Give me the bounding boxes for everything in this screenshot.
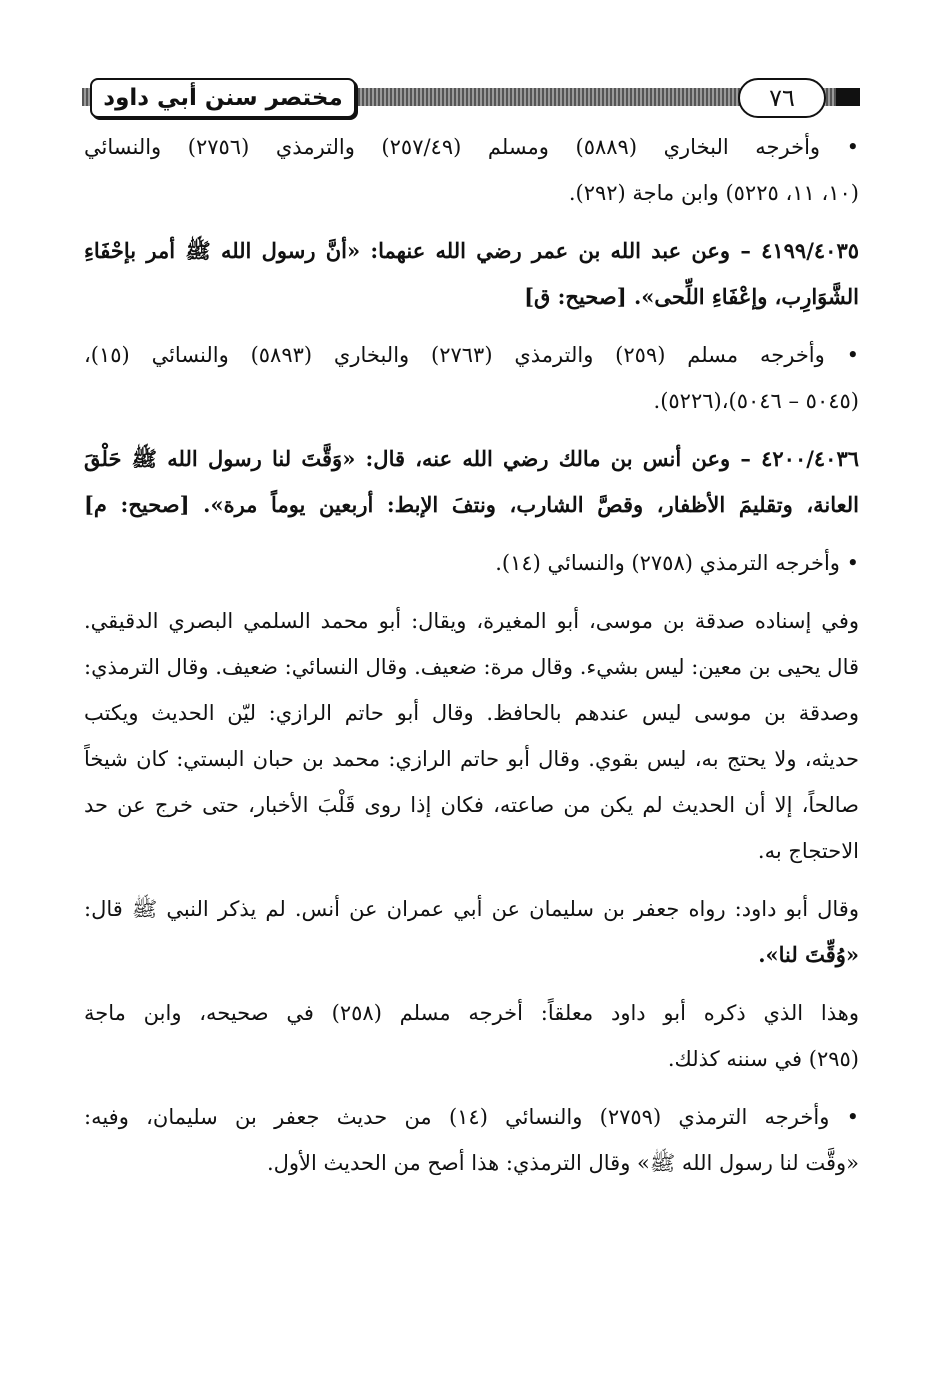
- text-line: وقال أبو داود: رواه جعفر بن سليمان عن أبي عمران عن أنس. لم يذكر النبي ﷺ قال:: [84, 897, 859, 921]
- text-line: قال يحيى بن معين: ليس بشيء. وقال مرة: ضعيف. وقال النسائي: ضعيف. وقال الترمذي:: [84, 655, 859, 679]
- paragraph-abu-dawud-note: [84, 886, 859, 978]
- text-line: ٤٢٠٠/٤٠٣٦ – وعن أنس بن مالك رضي الله عنه، قال: «وَقَّتَ لنا رسول الله ﷺ حَلْقَ: [84, 446, 859, 471]
- paragraph-spacer: [84, 216, 859, 228]
- paragraph-isnad-commentary: [84, 598, 859, 874]
- paragraph-takhrij-tirmidhi: [84, 540, 859, 586]
- page-body: [84, 124, 859, 1186]
- text-line: (٢٩٥) في سننه كذلك.: [667, 1047, 859, 1071]
- page-number: ٧٦: [738, 78, 826, 118]
- paragraph-hadith-4200: [84, 436, 859, 528]
- book-title: مختصر سنن أبي داود: [90, 78, 356, 118]
- paragraph-takhrij-muslim: [84, 332, 859, 424]
- text-line: وهذا الذي ذكره أبو داود معلقاً: أخرجه مسلم (٢٥٨) في صحيحه، وابن ماجة: [84, 1001, 859, 1025]
- paragraph-spacer: [84, 586, 859, 598]
- paragraph-muallaq-note: [84, 990, 859, 1082]
- text-line: • وأخرجه مسلم (٢٥٩) والترمذي (٢٧٦٣) والبخاري (٥٨٩٣) والنسائي (١٥)،: [84, 343, 859, 367]
- text-line: حديثه، ولا يحتج به، ليس بقوي. وقال أبو حاتم الرازي: محمد بن حبان البستي: كان شيخاً: [84, 747, 859, 771]
- paragraph-takhrij-bukhari: [84, 124, 859, 216]
- paragraph-takhrij-jafar: [84, 1094, 859, 1186]
- text-line: وفي إسناده صدقة بن موسى، أبو المغيرة، ويقال: أبو محمد السلمي البصري الدقيقي.: [84, 609, 859, 633]
- paragraph-spacer: [84, 978, 859, 990]
- text-line: «وقَّت لنا رسول الله ﷺ» وقال الترمذي: هذا أصح من الحديث الأول.: [266, 1151, 859, 1175]
- paragraph-spacer: [84, 320, 859, 332]
- paragraph-spacer: [84, 528, 859, 540]
- paragraph-hadith-4199: [84, 228, 859, 320]
- text-line: • وأخرجه البخاري (٥٨٨٩) ومسلم (٢٥٧/٤٩) والترمذي (٢٧٥٦) والنسائي: [84, 135, 859, 159]
- paragraph-spacer: [84, 1082, 859, 1094]
- text-line: العانة، وتقليمَ الأظفار، وقصَّ الشارب، ونتفَ الإبط: أربعين يوماً مرة». [صحيح: م]: [84, 492, 859, 517]
- text-line: • وأخرجه الترمذي (٢٧٥٩) والنسائي (١٤) من حديث جعفر بن سليمان، وفيه:: [84, 1105, 859, 1129]
- text-line: صالحاً، إلا أن الحديث لم يكن من صاعته، فكان إذا روى قَلْبَ الأخبار، حتى خرج عن حد: [84, 793, 859, 817]
- text-line: وصدقة بن موسى ليس عندهم بالحافظ. وقال أبو حاتم الرازي: ليّن الحديث ويكتب: [84, 701, 859, 725]
- page-header: [82, 74, 860, 120]
- text-line: • وأخرجه الترمذي (٢٧٥٨) والنسائي (١٤).: [495, 551, 859, 575]
- text-line: (٥٠٤٥ – ٥٠٤٦)،(٥٢٢٦).: [653, 389, 859, 413]
- text-line: ٤١٩٩/٤٠٣٥ – وعن عبد الله بن عمر رضي الله عنهما: «أنَّ رسول الله ﷺ أمر بإحْفَاءِ: [84, 238, 859, 263]
- paragraph-spacer: [84, 874, 859, 886]
- text-line: الاحتجاج به.: [757, 839, 859, 863]
- header-rule-end: [836, 88, 860, 106]
- paragraph-spacer: [84, 424, 859, 436]
- text-line: «وُقِّتَ لنا».: [758, 942, 859, 967]
- text-line: (١٠، ١١، ٥٢٢٥) وابن ماجة (٢٩٢).: [568, 181, 859, 205]
- text-line: الشَّوَارِب، وإعْفَاءِ اللِّحى». [صحيح: ق]: [524, 284, 859, 309]
